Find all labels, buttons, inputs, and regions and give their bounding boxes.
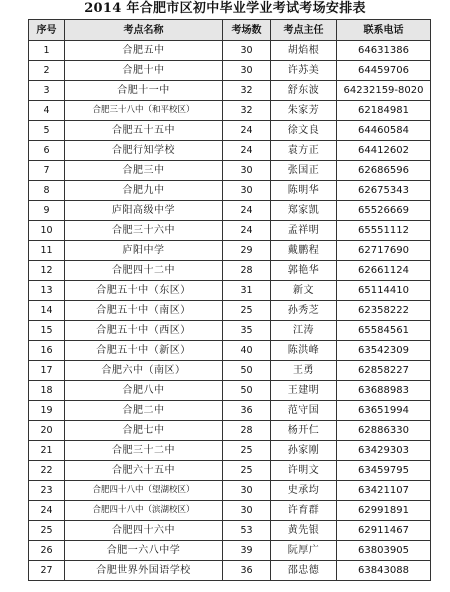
row-phone: 62675343 bbox=[337, 181, 431, 201]
row-phone: 62717690 bbox=[337, 241, 431, 261]
header-rooms: 考场数 bbox=[223, 20, 271, 41]
row-site: 合肥一六八中学 bbox=[65, 541, 223, 561]
row-rooms: 36 bbox=[223, 401, 271, 421]
row-director: 许育群 bbox=[271, 501, 337, 521]
row-seq: 2 bbox=[29, 61, 65, 81]
row-site: 合肥五十中（西区） bbox=[65, 321, 223, 341]
row-seq: 23 bbox=[29, 481, 65, 501]
row-director: 王勇 bbox=[271, 361, 337, 381]
row-seq: 4 bbox=[29, 101, 65, 121]
row-site: 合肥四十二中 bbox=[65, 261, 223, 281]
row-director: 许苏美 bbox=[271, 61, 337, 81]
row-phone: 63843088 bbox=[337, 561, 431, 581]
table-row bbox=[29, 541, 431, 561]
page-title: 2014 年合肥市区初中毕业学业考试考场安排表 bbox=[84, 1, 366, 16]
row-rooms: 25 bbox=[223, 301, 271, 321]
table-row bbox=[29, 481, 431, 501]
table-row bbox=[29, 141, 431, 161]
row-site: 合肥二中 bbox=[65, 401, 223, 421]
table-row bbox=[29, 201, 431, 221]
row-phone: 64631386 bbox=[337, 41, 431, 61]
exam-venue-table bbox=[28, 19, 431, 581]
row-phone: 63459795 bbox=[337, 461, 431, 481]
row-phone: 64412602 bbox=[337, 141, 431, 161]
table-row bbox=[29, 381, 431, 401]
row-director: 胡焰根 bbox=[271, 41, 337, 61]
row-site: 合肥四十八中（望湖校区） bbox=[65, 481, 223, 501]
row-seq: 3 bbox=[29, 81, 65, 101]
row-site: 合肥九中 bbox=[65, 181, 223, 201]
table-row bbox=[29, 61, 431, 81]
row-seq: 24 bbox=[29, 501, 65, 521]
row-director: 袁方正 bbox=[271, 141, 337, 161]
row-director: 戴鹏程 bbox=[271, 241, 337, 261]
row-site: 合肥四十八中（滨湖校区） bbox=[65, 501, 223, 521]
row-director: 王建明 bbox=[271, 381, 337, 401]
table-row bbox=[29, 561, 431, 581]
header-phone: 联系电话 bbox=[337, 20, 431, 41]
row-phone: 63542309 bbox=[337, 341, 431, 361]
row-rooms: 50 bbox=[223, 361, 271, 381]
table-row bbox=[29, 121, 431, 141]
row-rooms: 30 bbox=[223, 501, 271, 521]
row-phone: 63803905 bbox=[337, 541, 431, 561]
row-director: 徐文良 bbox=[271, 121, 337, 141]
row-phone: 65114410 bbox=[337, 281, 431, 301]
row-director: 杨开仁 bbox=[271, 421, 337, 441]
row-rooms: 31 bbox=[223, 281, 271, 301]
row-director: 新文 bbox=[271, 281, 337, 301]
row-seq: 26 bbox=[29, 541, 65, 561]
row-rooms: 32 bbox=[223, 101, 271, 121]
row-rooms: 30 bbox=[223, 161, 271, 181]
table-row bbox=[29, 301, 431, 321]
row-phone: 63421107 bbox=[337, 481, 431, 501]
row-seq: 5 bbox=[29, 121, 65, 141]
row-director: 舒东波 bbox=[271, 81, 337, 101]
row-phone: 64460584 bbox=[337, 121, 431, 141]
row-seq: 19 bbox=[29, 401, 65, 421]
row-phone: 65526669 bbox=[337, 201, 431, 221]
row-site: 庐阳高级中学 bbox=[65, 201, 223, 221]
row-site: 合肥行知学校 bbox=[65, 141, 223, 161]
table-row bbox=[29, 401, 431, 421]
row-rooms: 30 bbox=[223, 181, 271, 201]
row-seq: 1 bbox=[29, 41, 65, 61]
row-director: 朱家芳 bbox=[271, 101, 337, 121]
row-rooms: 29 bbox=[223, 241, 271, 261]
row-seq: 27 bbox=[29, 561, 65, 581]
row-rooms: 28 bbox=[223, 261, 271, 281]
row-site: 合肥四十六中 bbox=[65, 521, 223, 541]
row-director: 史承均 bbox=[271, 481, 337, 501]
row-rooms: 53 bbox=[223, 521, 271, 541]
row-seq: 25 bbox=[29, 521, 65, 541]
row-phone: 63429303 bbox=[337, 441, 431, 461]
table-row bbox=[29, 441, 431, 461]
row-director: 陈明华 bbox=[271, 181, 337, 201]
row-phone: 62858227 bbox=[337, 361, 431, 381]
row-site: 合肥十一中 bbox=[65, 81, 223, 101]
row-director: 张国正 bbox=[271, 161, 337, 181]
row-site: 合肥三中 bbox=[65, 161, 223, 181]
row-director: 黄先银 bbox=[271, 521, 337, 541]
row-site: 合肥三十八中（和平校区） bbox=[65, 101, 223, 121]
row-seq: 16 bbox=[29, 341, 65, 361]
row-phone: 65551112 bbox=[337, 221, 431, 241]
row-phone: 62358222 bbox=[337, 301, 431, 321]
table-row bbox=[29, 521, 431, 541]
row-seq: 17 bbox=[29, 361, 65, 381]
row-seq: 8 bbox=[29, 181, 65, 201]
table-row bbox=[29, 361, 431, 381]
header-site: 考点名称 bbox=[65, 20, 223, 41]
row-rooms: 30 bbox=[223, 61, 271, 81]
row-site: 合肥世界外国语学校 bbox=[65, 561, 223, 581]
row-director: 陈洪峰 bbox=[271, 341, 337, 361]
row-director: 邵忠德 bbox=[271, 561, 337, 581]
row-rooms: 39 bbox=[223, 541, 271, 561]
row-seq: 6 bbox=[29, 141, 65, 161]
row-rooms: 25 bbox=[223, 441, 271, 461]
row-director: 许明文 bbox=[271, 461, 337, 481]
table-row bbox=[29, 321, 431, 341]
row-phone: 65584561 bbox=[337, 321, 431, 341]
row-site: 合肥六中（南区） bbox=[65, 361, 223, 381]
table-row bbox=[29, 161, 431, 181]
row-seq: 14 bbox=[29, 301, 65, 321]
row-site: 合肥五中 bbox=[65, 41, 223, 61]
header-director: 考点主任 bbox=[271, 20, 337, 41]
row-phone: 62661124 bbox=[337, 261, 431, 281]
row-site: 合肥三十六中 bbox=[65, 221, 223, 241]
row-seq: 22 bbox=[29, 461, 65, 481]
row-phone: 62991891 bbox=[337, 501, 431, 521]
row-director: 江涛 bbox=[271, 321, 337, 341]
table-row bbox=[29, 41, 431, 61]
row-director: 孙家刚 bbox=[271, 441, 337, 461]
table-row bbox=[29, 81, 431, 101]
table-header-row bbox=[29, 20, 431, 41]
row-rooms: 24 bbox=[223, 201, 271, 221]
row-phone: 62686596 bbox=[337, 161, 431, 181]
row-director: 郑家凯 bbox=[271, 201, 337, 221]
row-rooms: 30 bbox=[223, 481, 271, 501]
row-director: 郭艳华 bbox=[271, 261, 337, 281]
row-director: 阮厚广 bbox=[271, 541, 337, 561]
table-row bbox=[29, 241, 431, 261]
row-site: 合肥五十中（东区） bbox=[65, 281, 223, 301]
row-rooms: 32 bbox=[223, 81, 271, 101]
row-rooms: 40 bbox=[223, 341, 271, 361]
row-director: 孙秀芝 bbox=[271, 301, 337, 321]
table-row bbox=[29, 281, 431, 301]
row-site: 合肥七中 bbox=[65, 421, 223, 441]
row-seq: 21 bbox=[29, 441, 65, 461]
table-row bbox=[29, 261, 431, 281]
row-phone: 62184981 bbox=[337, 101, 431, 121]
row-director: 范守国 bbox=[271, 401, 337, 421]
row-site: 合肥五十中（新区） bbox=[65, 341, 223, 361]
row-rooms: 50 bbox=[223, 381, 271, 401]
row-phone: 63651994 bbox=[337, 401, 431, 421]
row-seq: 13 bbox=[29, 281, 65, 301]
row-rooms: 24 bbox=[223, 221, 271, 241]
row-rooms: 36 bbox=[223, 561, 271, 581]
row-site: 合肥三十二中 bbox=[65, 441, 223, 461]
row-seq: 10 bbox=[29, 221, 65, 241]
row-rooms: 24 bbox=[223, 141, 271, 161]
row-phone: 64232159-8020 bbox=[337, 81, 431, 101]
row-phone: 62911467 bbox=[337, 521, 431, 541]
row-rooms: 25 bbox=[223, 461, 271, 481]
row-seq: 9 bbox=[29, 201, 65, 221]
row-seq: 12 bbox=[29, 261, 65, 281]
table-row bbox=[29, 101, 431, 121]
table-row bbox=[29, 421, 431, 441]
row-seq: 7 bbox=[29, 161, 65, 181]
row-site: 合肥五十中（南区） bbox=[65, 301, 223, 321]
row-seq: 20 bbox=[29, 421, 65, 441]
row-site: 合肥六十五中 bbox=[65, 461, 223, 481]
table-row bbox=[29, 341, 431, 361]
row-phone: 64459706 bbox=[337, 61, 431, 81]
row-site: 合肥十中 bbox=[65, 61, 223, 81]
row-seq: 11 bbox=[29, 241, 65, 261]
row-seq: 15 bbox=[29, 321, 65, 341]
row-site: 合肥五十五中 bbox=[65, 121, 223, 141]
row-seq: 18 bbox=[29, 381, 65, 401]
table-row bbox=[29, 461, 431, 481]
row-phone: 63688983 bbox=[337, 381, 431, 401]
table-row bbox=[29, 501, 431, 521]
row-site: 庐阳中学 bbox=[65, 241, 223, 261]
table-row bbox=[29, 181, 431, 201]
row-director: 孟祥明 bbox=[271, 221, 337, 241]
row-site: 合肥八中 bbox=[65, 381, 223, 401]
row-phone: 62886330 bbox=[337, 421, 431, 441]
row-rooms: 28 bbox=[223, 421, 271, 441]
table-row bbox=[29, 221, 431, 241]
header-seq: 序号 bbox=[29, 20, 65, 41]
row-rooms: 24 bbox=[223, 121, 271, 141]
row-rooms: 35 bbox=[223, 321, 271, 341]
row-rooms: 30 bbox=[223, 41, 271, 61]
